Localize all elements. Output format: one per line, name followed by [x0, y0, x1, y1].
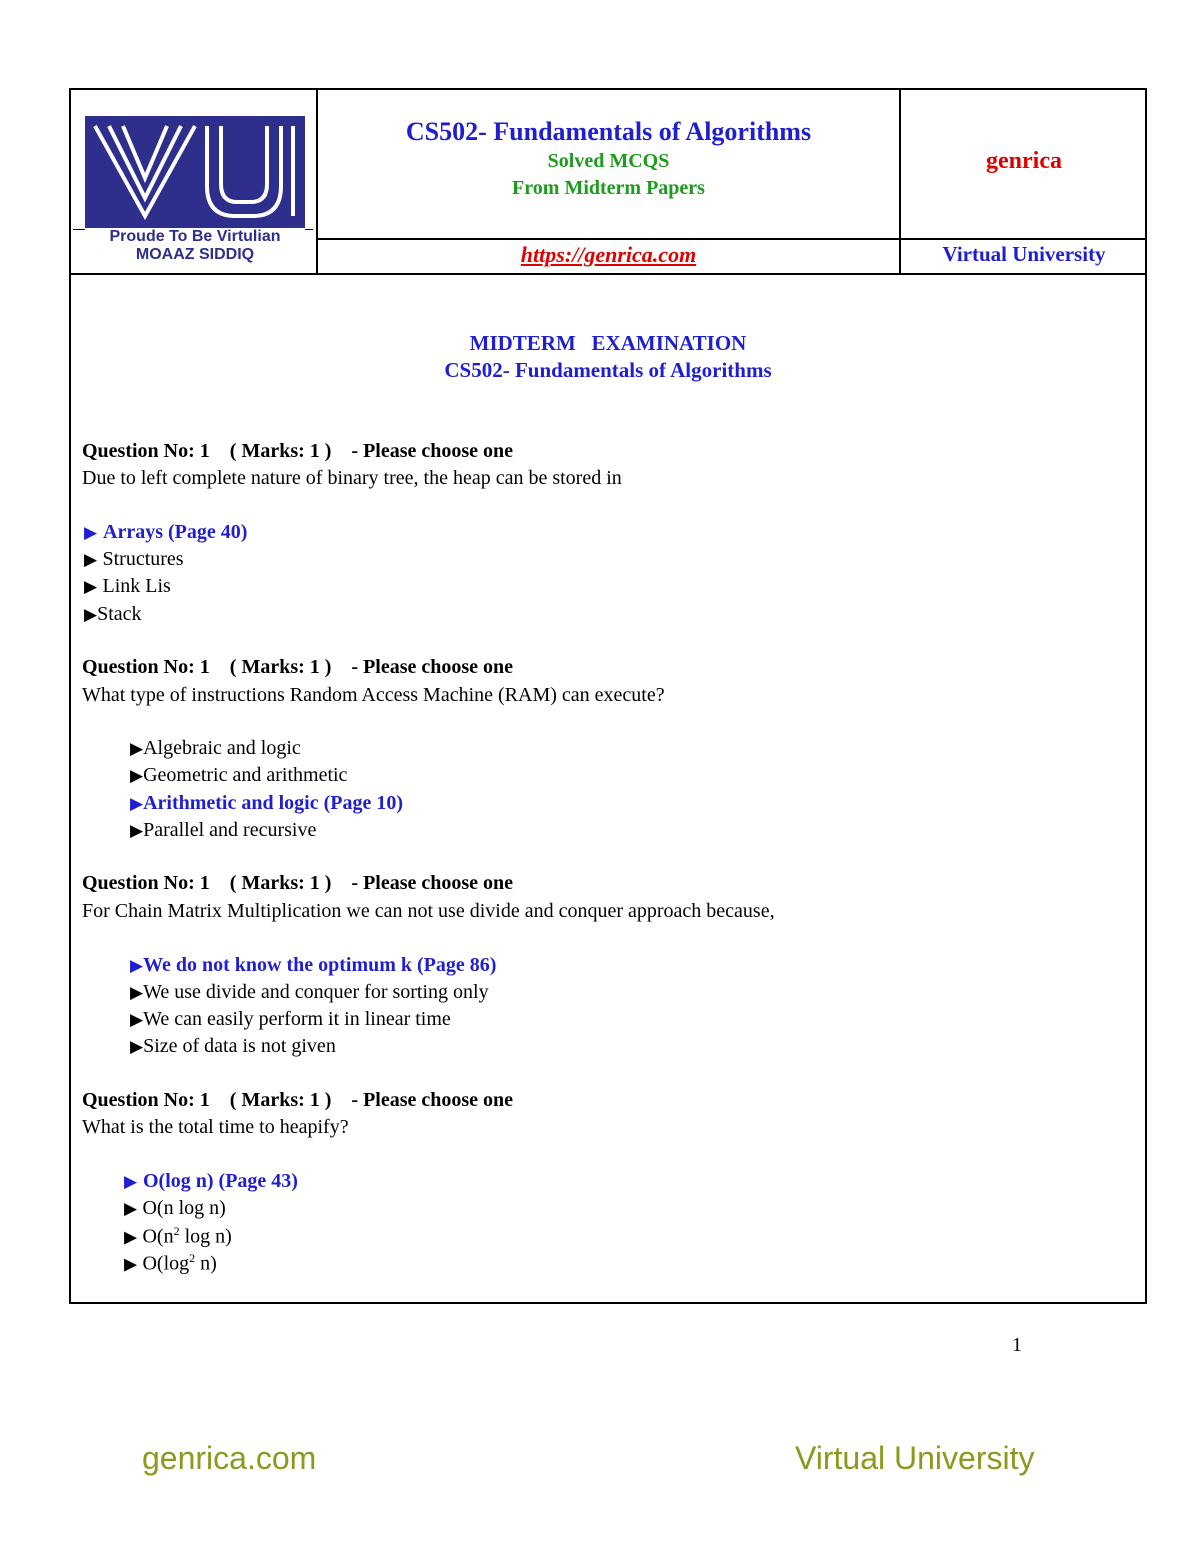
question-2-option-b[interactable]: ▶Geometric and arithmetic: [130, 764, 348, 786]
triangle-right-icon: ▶: [84, 577, 103, 597]
question-4-option-b[interactable]: ▶ O(n log n): [124, 1197, 226, 1219]
question-1-option-c[interactable]: ▶ Link Lis: [84, 575, 171, 597]
triangle-right-icon: ▶: [130, 983, 144, 1003]
triangle-right-icon: ▶: [124, 1172, 143, 1192]
question-2-option-a[interactable]: ▶Algebraic and logic: [130, 737, 301, 759]
triangle-right-icon: ▶: [130, 956, 144, 976]
logo-author: MOAAZ SIDDIQ: [135, 246, 255, 263]
triangle-right-icon: ▶: [130, 739, 144, 759]
question-4-text: What is the total time to heapify?: [82, 1116, 349, 1138]
header-row-line: [316, 238, 1147, 240]
question-3-option-d[interactable]: ▶Size of data is not given: [130, 1035, 336, 1057]
triangle-right-icon: ▶: [130, 794, 144, 814]
footer-site[interactable]: genrica.com: [142, 1440, 317, 1476]
question-2-option-c[interactable]: ▶Arithmetic and logic (Page 10): [130, 792, 404, 814]
university-name: Virtual University: [942, 242, 1106, 266]
page-number: 1: [1012, 1334, 1022, 1356]
triangle-right-icon: ▶: [130, 821, 144, 841]
subtitle-solved-mcqs: Solved MCQS: [547, 150, 670, 172]
question-4-header: Question No: 1 ( Marks: 1 ) - Please choose one: [82, 1089, 514, 1111]
header-bottom-line: [69, 273, 1147, 275]
triangle-right-icon: ▶: [84, 523, 103, 543]
question-1-option-b[interactable]: ▶ Structures: [84, 548, 184, 570]
question-2-header: Question No: 1 ( Marks: 1 ) - Please choose one: [82, 656, 514, 678]
question-3-header: Question No: 1 ( Marks: 1 ) - Please choose one: [82, 872, 514, 894]
triangle-right-icon: ▶: [130, 1010, 144, 1030]
question-1-text: Due to left complete nature of binary tree, the heap can be stored in: [82, 467, 622, 489]
question-1-header: Question No: 1 ( Marks: 1 ) - Please choose one: [82, 440, 514, 462]
exam-title: MIDTERM EXAMINATION: [469, 331, 747, 355]
triangle-right-icon: ▶: [130, 766, 144, 786]
vu-logo: [85, 116, 305, 228]
site-link[interactable]: https://genrica.com: [520, 242, 697, 267]
vu-logo-mark: [85, 116, 305, 228]
course-title: CS502- Fundamentals of Algorithms: [405, 117, 812, 146]
question-3-text: For Chain Matrix Multiplication we can not use divide and conquer approach because,: [82, 900, 775, 922]
question-2-text: What type of instructions Random Access Machine (RAM) can execute?: [82, 684, 665, 706]
question-1-option-d[interactable]: ▶Stack: [84, 603, 142, 625]
footer-university: Virtual University: [795, 1440, 1035, 1476]
question-4-option-d[interactable]: ▶ $O(\log^2$ n): [124, 1251, 217, 1275]
question-3-option-a[interactable]: ▶We do not know the optimum k (Page 86): [130, 954, 497, 976]
question-4-option-a[interactable]: ▶ O(log n) (Page 43): [124, 1170, 298, 1192]
triangle-right-icon: ▶: [124, 1254, 143, 1275]
question-4-option-c[interactable]: ▶ $O(n^2$ log n): [124, 1224, 232, 1248]
exam-course: CS502- Fundamentals of Algorithms: [444, 358, 772, 382]
question-3-option-c[interactable]: ▶We can easily perform it in linear time: [130, 1008, 451, 1030]
question-3-option-b[interactable]: ▶We use divide and conquer for sorting only: [130, 981, 489, 1003]
question-1-option-a[interactable]: ▶ Arrays (Page 40): [84, 521, 248, 543]
subtitle-midterm-papers: From Midterm Papers: [512, 177, 705, 199]
question-2-option-d[interactable]: ▶Parallel and recursive: [130, 819, 317, 841]
triangle-right-icon: ▶: [84, 605, 98, 625]
logo-motto: Proude To Be Virtulian: [85, 228, 305, 246]
triangle-right-icon: ▶: [130, 1037, 144, 1057]
triangle-right-icon: ▶: [124, 1199, 143, 1219]
brand-name: genrica: [986, 148, 1062, 174]
triangle-right-icon: ▶: [124, 1227, 143, 1248]
triangle-right-icon: ▶: [84, 550, 103, 570]
